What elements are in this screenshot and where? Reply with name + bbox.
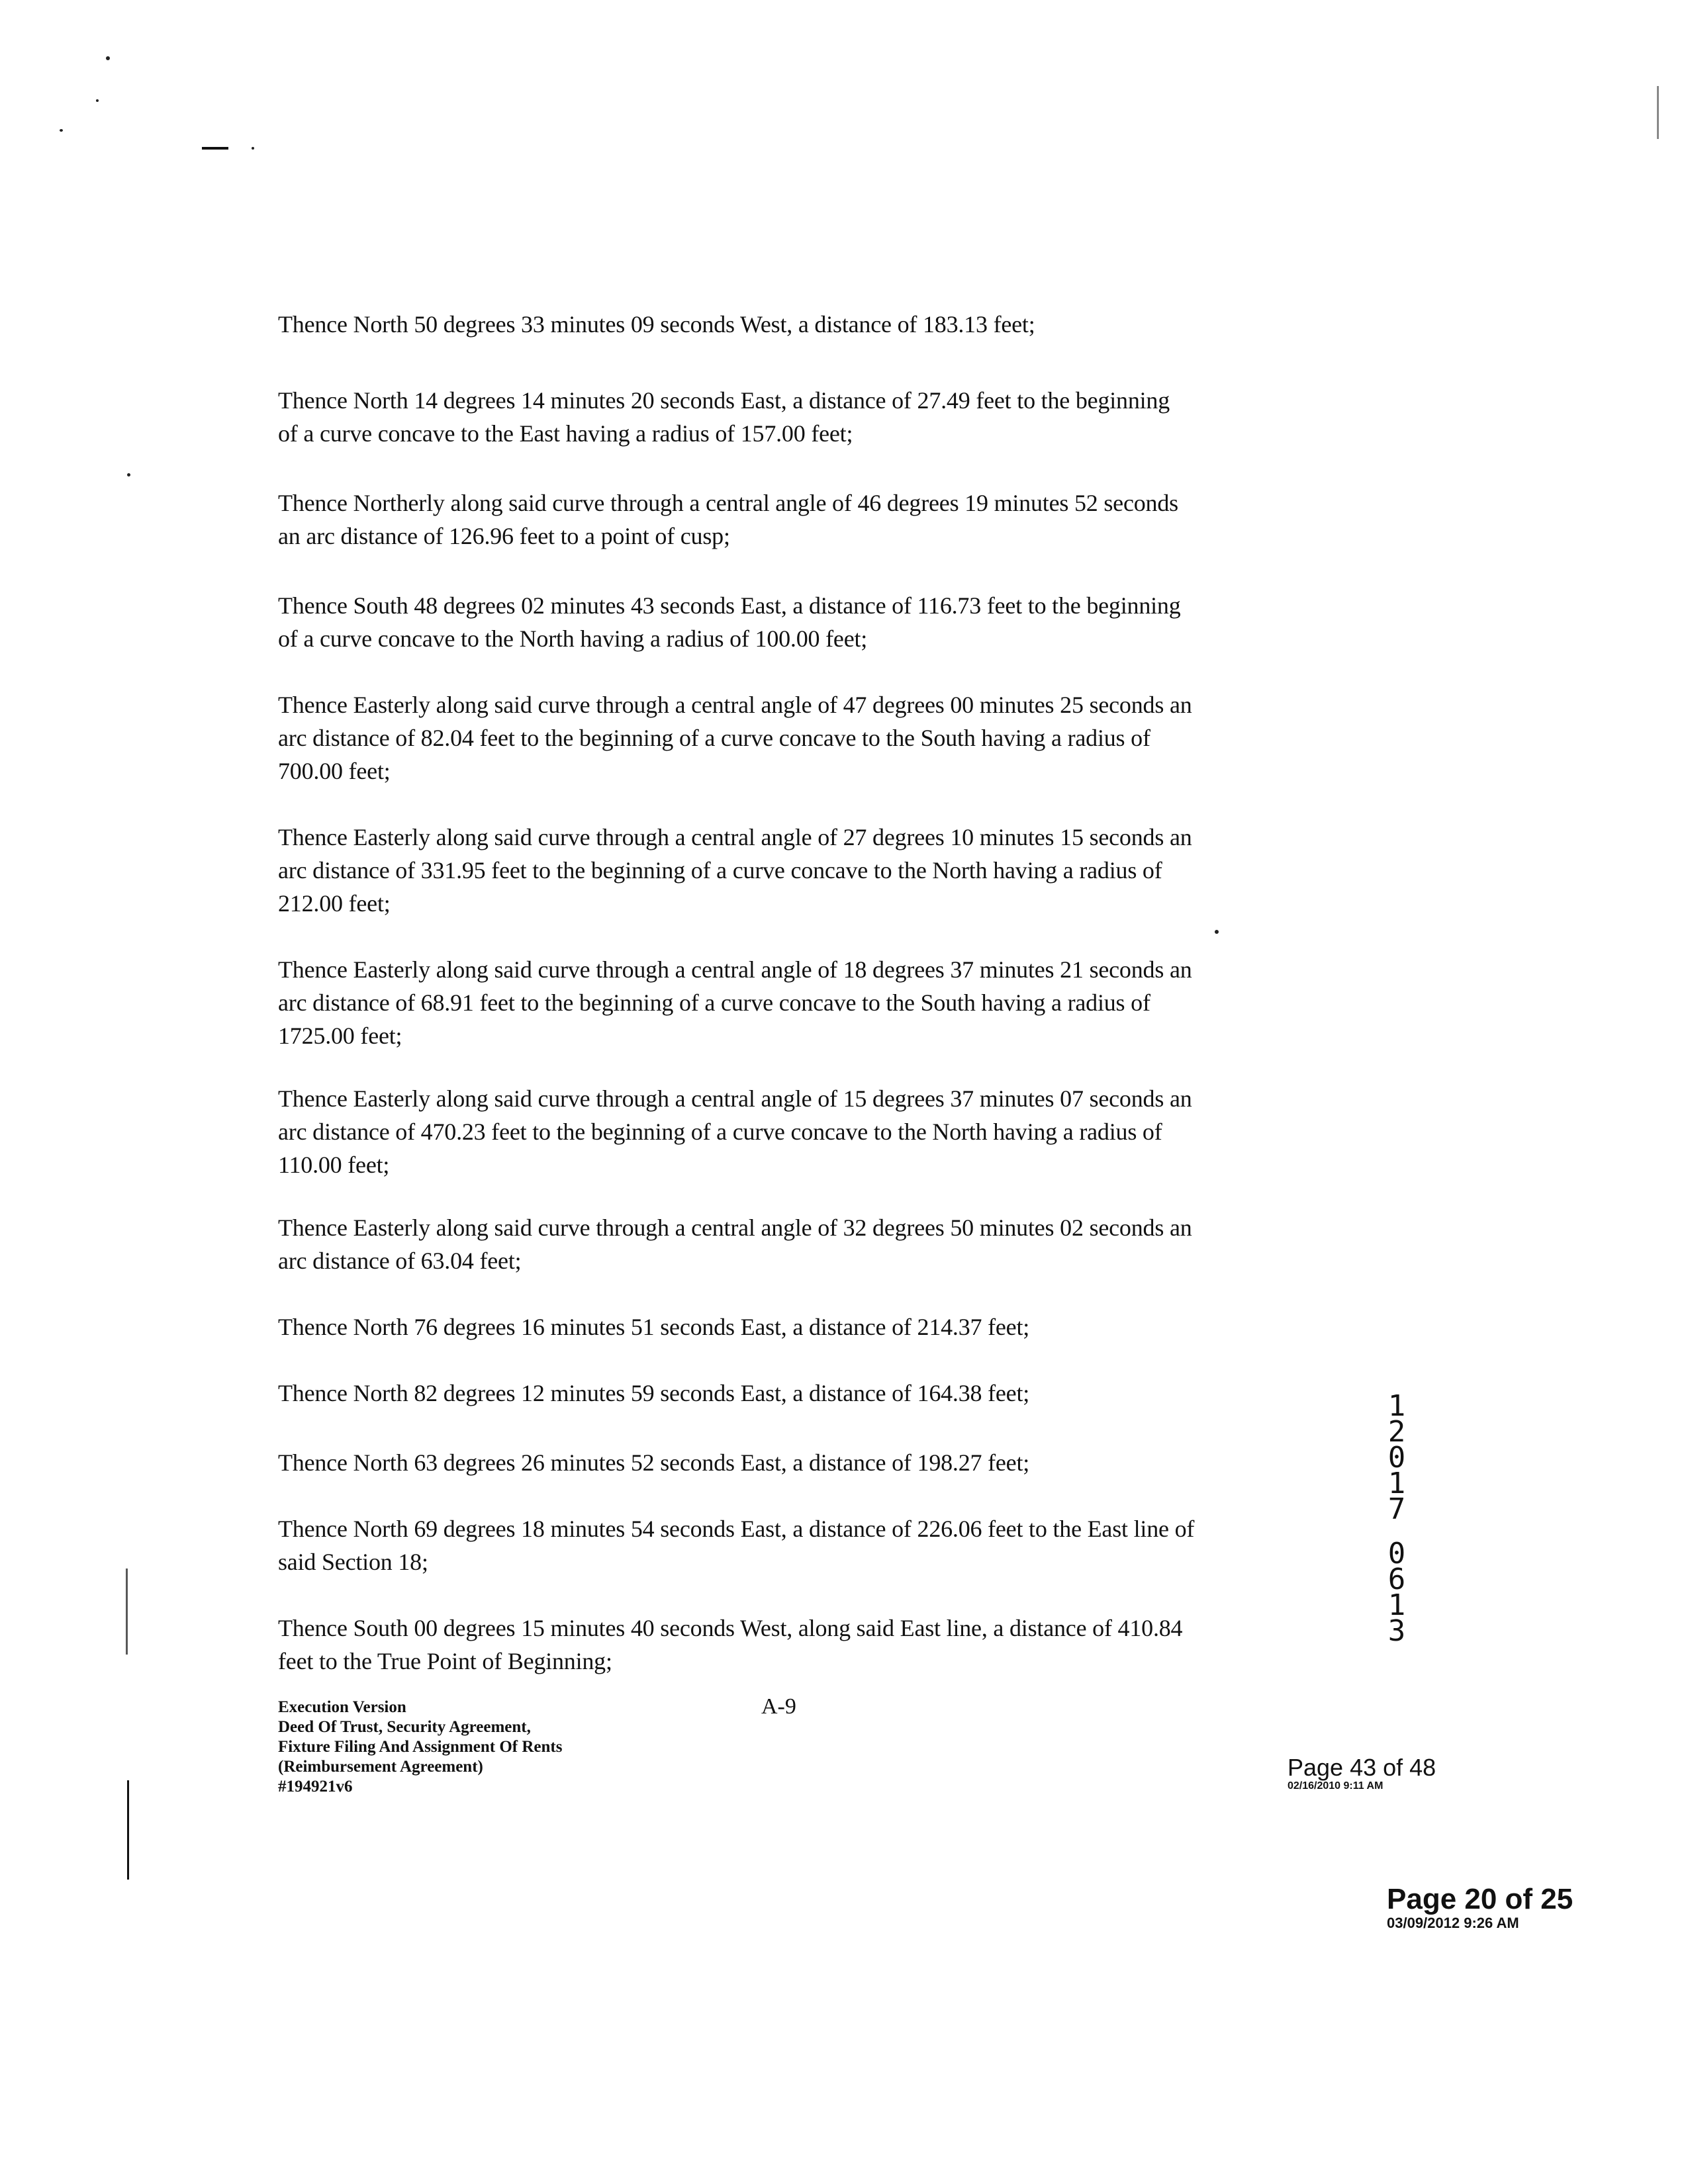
recording-digit: 0 bbox=[1387, 1441, 1406, 1475]
text-line: arc distance of 68.91 feet to the beginning of a curve concave to the South having a radius of bbox=[278, 989, 1150, 1016]
text-line: Thence South 00 degrees 15 minutes 40 seconds West, along said East line, a distance of 410.84 bbox=[278, 1615, 1183, 1641]
footer-doc-id: #194921v6 bbox=[278, 1778, 353, 1796]
recording-digit: 3 bbox=[1387, 1614, 1406, 1648]
page-stamp-outer bbox=[1387, 1883, 1573, 1932]
scan-speck bbox=[127, 473, 130, 477]
text-line: arc distance of 63.04 feet; bbox=[278, 1248, 522, 1274]
scan-mark bbox=[126, 1569, 128, 1655]
scan-speck bbox=[1215, 930, 1219, 934]
legal-description-paragraph bbox=[278, 1082, 1291, 1181]
legal-description-paragraph bbox=[278, 1612, 1291, 1678]
footer-title-line: Fixture Filing And Assignment Of Rents bbox=[278, 1738, 563, 1756]
text-line: arc distance of 82.04 feet to the beginning of a curve concave to the South having a radius of bbox=[278, 725, 1150, 751]
scan-speck bbox=[96, 99, 99, 102]
text-line: 700.00 feet; bbox=[278, 758, 391, 784]
legal-description-paragraph bbox=[278, 1377, 1291, 1410]
text-line: Thence North 14 degrees 14 minutes 20 seconds East, a distance of 27.49 feet to the beginning bbox=[278, 387, 1170, 414]
text-line: said Section 18; bbox=[278, 1549, 428, 1575]
legal-description-paragraph bbox=[278, 589, 1291, 655]
scan-mark bbox=[1657, 86, 1659, 139]
text-line: of a curve concave to the North having a radius of 100.00 feet; bbox=[278, 625, 868, 652]
legal-description-paragraph bbox=[278, 1446, 1291, 1479]
recording-number bbox=[1380, 1389, 1413, 1648]
scan-speck bbox=[252, 147, 254, 150]
recording-digit: 1 bbox=[1387, 1389, 1406, 1423]
recording-digit: 1 bbox=[1387, 1467, 1406, 1500]
text-line: 110.00 feet; bbox=[278, 1152, 390, 1178]
scan-mark bbox=[202, 147, 228, 150]
recording-digit: 0 bbox=[1387, 1537, 1406, 1570]
text-line: Thence North 50 degrees 33 minutes 09 seconds West, a distance of 183.13 feet; bbox=[278, 311, 1035, 338]
text-line: Thence South 48 degrees 02 minutes 43 seconds East, a distance of 116.73 feet to the beginning bbox=[278, 592, 1181, 619]
text-line: Thence North 82 degrees 12 minutes 59 seconds East, a distance of 164.38 feet; bbox=[278, 1380, 1030, 1406]
text-line: 212.00 feet; bbox=[278, 890, 391, 917]
legal-description-paragraph bbox=[278, 308, 1291, 341]
page-stamp-number: Page 43 of 48 bbox=[1288, 1754, 1436, 1781]
recording-digit: 2 bbox=[1387, 1415, 1406, 1449]
text-line: 1725.00 feet; bbox=[278, 1023, 402, 1049]
page-stamp-inner bbox=[1288, 1754, 1436, 1792]
legal-description-paragraph bbox=[278, 1211, 1291, 1277]
legal-description-paragraph bbox=[278, 1512, 1291, 1578]
recording-digit: 1 bbox=[1387, 1588, 1406, 1622]
legal-description-paragraph bbox=[278, 953, 1291, 1052]
recording-digit: 7 bbox=[1387, 1492, 1406, 1526]
document-footer bbox=[278, 1698, 562, 1797]
text-line: Thence North 63 degrees 26 minutes 52 seconds East, a distance of 198.27 feet; bbox=[278, 1449, 1030, 1476]
page-stamp-timestamp: 03/09/2012 9:26 AM bbox=[1387, 1915, 1519, 1931]
text-line: Thence Easterly along said curve through a central angle of 47 degrees 00 minutes 25 seconds an bbox=[278, 692, 1192, 718]
text-line: an arc distance of 126.96 feet to a point of cusp; bbox=[278, 523, 730, 549]
text-line: Thence North 76 degrees 16 minutes 51 seconds East, a distance of 214.37 feet; bbox=[278, 1314, 1030, 1340]
text-line: arc distance of 331.95 feet to the beginning of a curve concave to the North having a radius of bbox=[278, 857, 1162, 884]
legal-description-paragraph bbox=[278, 688, 1291, 788]
legal-description-paragraph bbox=[278, 486, 1291, 553]
text-line: Thence Easterly along said curve through a central angle of 15 degrees 37 minutes 07 seconds an bbox=[278, 1085, 1192, 1112]
legal-description-paragraph bbox=[278, 1310, 1291, 1343]
scan-mark bbox=[127, 1780, 129, 1880]
legal-description-paragraph bbox=[278, 821, 1291, 920]
text-line: feet to the True Point of Beginning; bbox=[278, 1648, 612, 1674]
page-stamp-number: Page 20 of 25 bbox=[1387, 1883, 1573, 1915]
text-line: Thence Easterly along said curve through a central angle of 27 degrees 10 minutes 15 seconds an bbox=[278, 824, 1192, 850]
text-line: Thence Easterly along said curve through a central angle of 32 degrees 50 minutes 02 seconds an bbox=[278, 1214, 1192, 1241]
text-line: Thence Easterly along said curve through a central angle of 18 degrees 37 minutes 21 seconds an bbox=[278, 956, 1192, 983]
footer-title-line: Deed Of Trust, Security Agreement, bbox=[278, 1718, 531, 1736]
page-stamp-timestamp: 02/16/2010 9:11 AM bbox=[1288, 1780, 1383, 1792]
scan-speck bbox=[106, 56, 110, 60]
page-code: A-9 bbox=[761, 1694, 796, 1719]
footer-version: Execution Version bbox=[278, 1698, 406, 1716]
text-line: Thence North 69 degrees 18 minutes 54 seconds East, a distance of 226.06 feet to the East line of bbox=[278, 1516, 1195, 1542]
text-line: of a curve concave to the East having a radius of 157.00 feet; bbox=[278, 420, 853, 447]
text-line: arc distance of 470.23 feet to the beginning of a curve concave to the North having a radius of bbox=[278, 1118, 1162, 1145]
footer-title-line: (Reimbursement Agreement) bbox=[278, 1758, 483, 1776]
scan-speck bbox=[60, 129, 63, 132]
text-line: Thence Northerly along said curve through a central angle of 46 degrees 19 minutes 52 seconds bbox=[278, 490, 1178, 516]
recording-digit: 6 bbox=[1387, 1563, 1406, 1596]
legal-description-paragraph bbox=[278, 384, 1291, 450]
